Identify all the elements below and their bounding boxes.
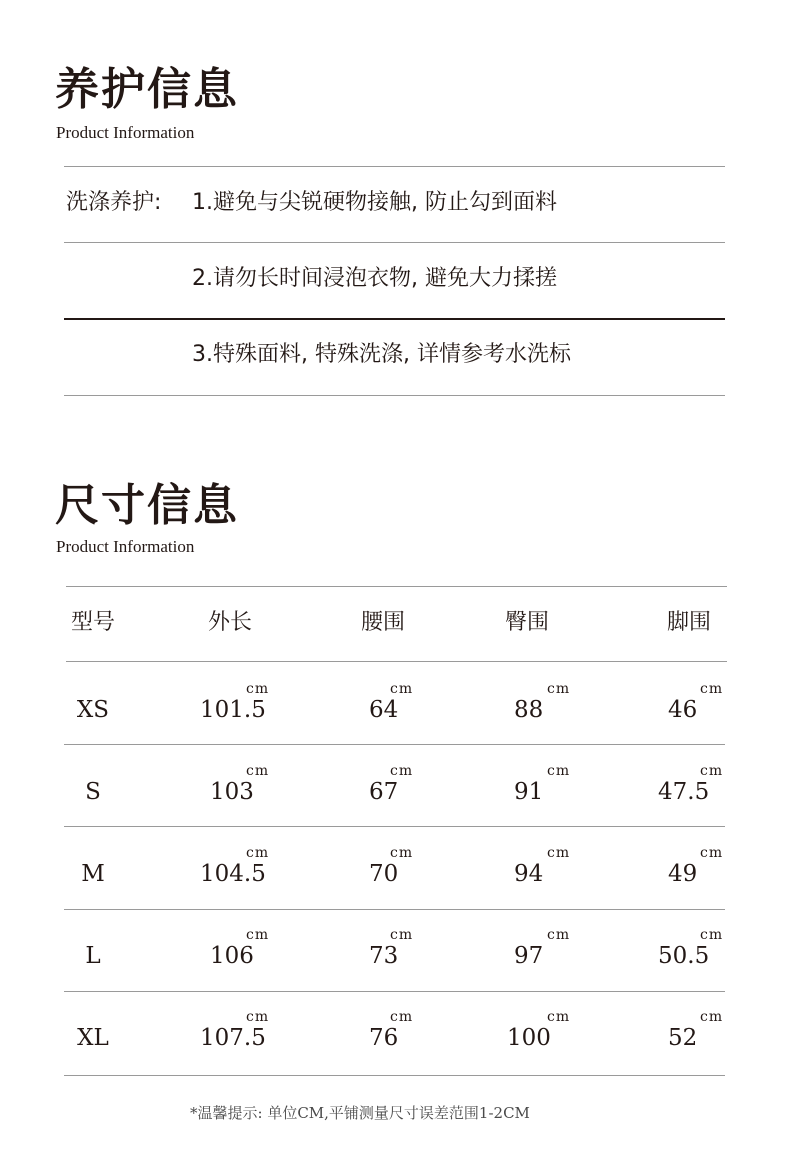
unit-label: cm — [547, 845, 571, 861]
unit-label: cm — [700, 681, 724, 697]
size-subtitle: Product Information — [56, 537, 195, 556]
waist-value: 73 — [369, 943, 399, 969]
row-divider — [64, 744, 725, 745]
care-label: 洗涤养护: — [66, 190, 162, 215]
size-label: M — [81, 861, 105, 887]
length-value: 103 — [210, 779, 254, 805]
size-title: 尺寸信息 — [55, 480, 239, 531]
hip-value: 91 — [514, 779, 544, 805]
unit-label: cm — [547, 763, 571, 779]
waist-value: 64 — [369, 697, 399, 723]
hip-value: 88 — [514, 697, 544, 723]
header-waist: 腰围 — [360, 610, 406, 635]
care-divider-bottom — [64, 395, 725, 396]
unit-label: cm — [547, 927, 571, 943]
unit-label: cm — [246, 845, 270, 861]
waist-value: 67 — [369, 779, 399, 805]
unit-label: cm — [246, 681, 270, 697]
unit-label: cm — [547, 681, 571, 697]
hem-value: 52 — [668, 1025, 698, 1051]
size-label: XL — [77, 1025, 109, 1051]
header-hip: 臀围 — [504, 610, 550, 635]
care-item-2: 2.请勿长时间浸泡衣物, 避免大力揉搓 — [192, 266, 557, 291]
unit-label: cm — [246, 927, 270, 943]
row-divider — [64, 909, 725, 910]
hip-value: 94 — [514, 861, 544, 887]
size-table-top-border — [66, 586, 727, 587]
unit-label: cm — [390, 763, 414, 779]
size-label: XS — [76, 697, 110, 723]
hip-value: 97 — [514, 943, 544, 969]
size-header-divider — [66, 661, 727, 662]
unit-label: cm — [246, 763, 270, 779]
header-length: 外长 — [207, 610, 253, 635]
unit-label: cm — [390, 681, 414, 697]
size-label: L — [85, 943, 101, 969]
size-table-bottom-border — [64, 1075, 725, 1076]
row-divider — [64, 991, 725, 992]
header-size: 型号 — [70, 610, 116, 635]
care-divider-1 — [64, 242, 725, 243]
measurement-note: *温馨提示: 单位CM,平铺测量尺寸误差范围1-2CM — [190, 1104, 530, 1122]
unit-label: cm — [547, 1009, 571, 1025]
unit-label: cm — [390, 1009, 414, 1025]
care-title: 养护信息 — [55, 64, 239, 115]
unit-label: cm — [700, 845, 724, 861]
size-label: S — [85, 779, 101, 805]
length-value: 101.5 — [200, 697, 266, 723]
length-value: 106 — [210, 943, 254, 969]
length-value: 104.5 — [200, 861, 266, 887]
hem-value: 50.5 — [658, 943, 710, 969]
hem-value: 49 — [668, 861, 698, 887]
hem-value: 46 — [668, 697, 698, 723]
care-item-1: 1.避免与尖锐硬物接触, 防止勾到面料 — [192, 190, 557, 215]
waist-value: 76 — [369, 1025, 399, 1051]
care-subtitle: Product Information — [56, 123, 195, 142]
hip-value: 100 — [507, 1025, 551, 1051]
length-value: 107.5 — [200, 1025, 266, 1051]
care-item-3: 3.特殊面料, 特殊洗涤, 详情参考水洗标 — [192, 342, 571, 367]
row-divider — [64, 826, 725, 827]
hem-value: 47.5 — [658, 779, 710, 805]
unit-label: cm — [246, 1009, 270, 1025]
unit-label: cm — [700, 1009, 724, 1025]
care-divider-top — [64, 166, 725, 167]
unit-label: cm — [700, 763, 724, 779]
waist-value: 70 — [369, 861, 399, 887]
unit-label: cm — [700, 927, 724, 943]
unit-label: cm — [390, 927, 414, 943]
header-hem: 脚围 — [666, 610, 712, 635]
care-divider-2 — [64, 318, 725, 320]
unit-label: cm — [390, 845, 414, 861]
